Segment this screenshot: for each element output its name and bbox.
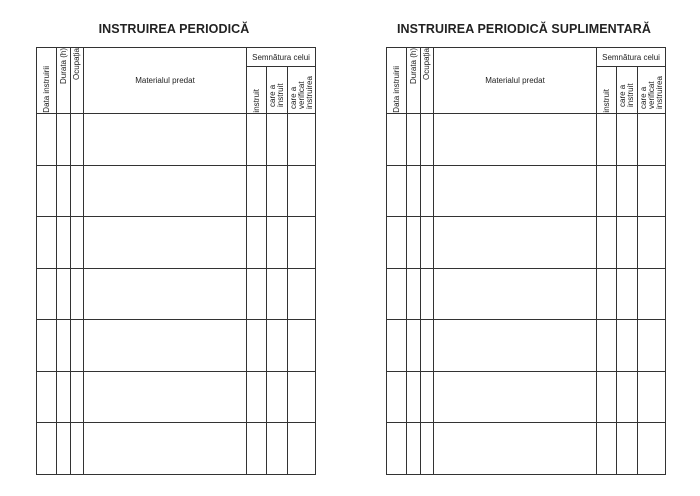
table-row [37,217,316,269]
column-header-sig-trainer: care a instruit [267,67,288,114]
table-row [387,423,666,475]
column-header-sig-trainer: care a instruit [617,67,638,114]
column-header-duration: Durata (h) [407,48,421,114]
column-header-sig-verifier: care a verificat instruirea [638,67,666,114]
column-header-sig-trained: instruit [597,67,617,114]
column-header-duration: Durata (h) [57,48,71,114]
table-row [387,371,666,423]
column-header-signature-group: Semnătura celui [597,48,666,67]
table-row [387,165,666,217]
page-right [350,0,700,496]
table-row [387,320,666,372]
table-row [37,165,316,217]
page-title: INSTRUIREA PERIODICĂ SUPLIMENTARĂ [396,22,651,36]
column-header-sig-trained: instruit [247,67,267,114]
column-header-material: Materialul predat [434,48,597,114]
table-row [387,114,666,166]
page-title: INSTRUIREA PERIODICĂ [98,22,250,36]
training-log-table [36,47,316,475]
table-row [37,320,316,372]
table-row [37,423,316,475]
table-body [37,114,316,475]
table-row [37,268,316,320]
column-header-date: Data instruirii [387,48,407,114]
column-header-occupation: Ocupația [71,48,84,114]
column-header-occupation: Ocupația [421,48,434,114]
table-row [37,114,316,166]
column-header-sig-verifier: care a verificat instruirea [288,67,316,114]
column-header-date: Data instruirii [37,48,57,114]
column-header-material: Materialul predat [84,48,247,114]
table-row [387,217,666,269]
table-row [387,268,666,320]
table-body [387,114,666,475]
training-log-table [386,47,666,475]
table-row [37,371,316,423]
column-header-signature-group: Semnătura celui [247,48,316,67]
